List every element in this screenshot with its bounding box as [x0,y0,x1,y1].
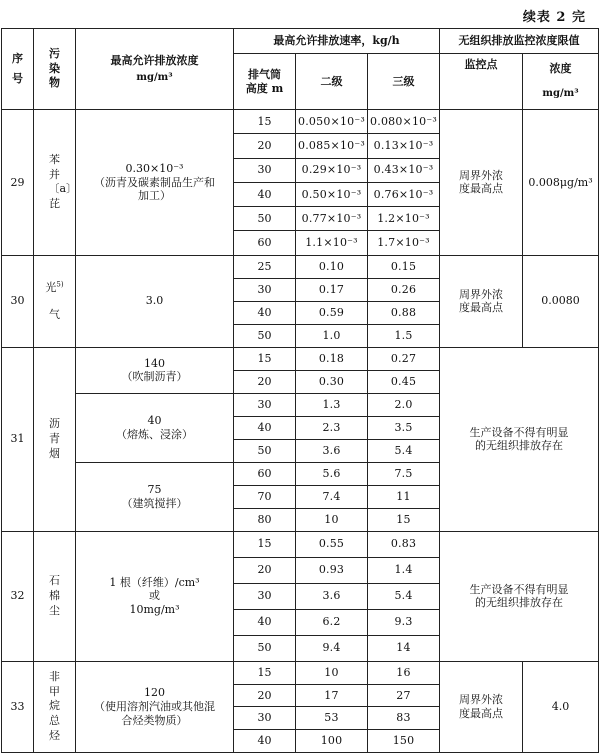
pollutant-name: 光 [45,280,57,294]
monitor-point-text: 周界外浓度最高点 [459,168,504,196]
header-fugitive-limit: 无组织排放监控浓度限值 [440,29,599,54]
pollutant-footnote: 5) [56,280,64,288]
level-3-rate-cell: 0.43×10⁻³ [368,158,440,182]
table-continuation-caption: 续表 2 完 [522,10,586,25]
stack-height-cell: 30 [234,278,296,301]
stack-height-cell: 15 [234,531,296,557]
stack-height-cell: 30 [234,583,296,609]
stack-height-cell: 50 [234,635,296,661]
row-max-concentration-a: 140 （吹制沥青） [76,347,234,393]
stack-height-cell: 60 [234,462,296,485]
stack-height-cell: 30 [234,158,296,182]
level-2-rate-cell: 17 [296,684,368,707]
level-2-rate-cell: 0.50×10⁻³ [296,182,368,206]
level-3-rate-cell: 15 [368,508,440,531]
level-3-rate-cell: 9.3 [368,609,440,635]
header-concentration [523,54,599,110]
stack-height-cell: 50 [234,324,296,347]
monitor-point-text: 周界外浓度最高点 [459,693,504,720]
level-3-rate-cell: 0.080×10⁻³ [368,110,440,134]
header-max-concentration-unit: mg/m³ [136,71,173,83]
monitor-point-cell [440,110,523,256]
level-3-rate-cell: 1.7×10⁻³ [368,231,440,255]
stack-height-cell: 20 [234,370,296,393]
level-2-rate-cell: 5.6 [296,462,368,485]
row-max-concentration-b: 40 （熔炼、浸涂） [76,393,234,462]
stack-height-cell: 20 [234,557,296,583]
table-row [2,531,599,557]
stack-height-cell: 70 [234,485,296,508]
stack-height-cell: 20 [234,134,296,158]
level-2-rate-cell: 0.30 [296,370,368,393]
row-seq: 31 [2,347,34,531]
level-3-rate-cell: 0.27 [368,347,440,370]
row-pollutant [34,110,76,256]
stack-height-cell: 40 [234,416,296,439]
pollutant-name: 沥青烟 [49,417,60,460]
level-3-rate-cell: 1.2×10⁻³ [368,207,440,231]
level-3-rate-cell: 7.5 [368,462,440,485]
stack-height-cell: 40 [234,182,296,206]
level-2-rate-cell: 3.6 [296,583,368,609]
level-3-rate-cell: 2.0 [368,393,440,416]
level-3-rate-cell: 0.45 [368,370,440,393]
header-monitor-point: 监控点 [440,54,523,110]
monitor-point-text: 周界外浓度最高点 [459,287,504,315]
level-3-rate-cell: 27 [368,684,440,707]
header-max-rate: 最高允许排放速率，kg/h [234,29,440,54]
pollutant-name: 石棉尘 [49,574,60,617]
stack-height-cell: 40 [234,301,296,324]
header-row-1 [2,29,599,54]
row-seq: 29 [2,110,34,256]
header-max-concentration [76,29,234,110]
header-level-3: 三级 [368,54,440,110]
level-2-rate-cell: 0.18 [296,347,368,370]
monitor-point-cell [440,661,523,752]
level-3-rate-cell: 14 [368,635,440,661]
table-row [2,110,599,134]
level-2-rate-cell: 3.6 [296,439,368,462]
level-2-rate-cell: 6.2 [296,609,368,635]
stack-height-cell: 40 [234,609,296,635]
level-3-rate-cell: 0.76×10⁻³ [368,182,440,206]
level-2-rate-cell: 7.4 [296,485,368,508]
level-3-rate-cell: 0.26 [368,278,440,301]
header-max-concentration-label: 最高允许排放浓度 [110,53,199,67]
table-row [2,661,599,684]
level-2-rate-cell: 0.77×10⁻³ [296,207,368,231]
header-concentration-unit: mg/m³ [542,88,579,100]
level-2-rate-cell: 0.93 [296,557,368,583]
level-2-rate-cell: 0.050×10⁻³ [296,110,368,134]
level-3-rate-cell: 5.4 [368,439,440,462]
header-stack-height: 排气筒高度 m [234,54,296,110]
table-row [2,347,599,370]
stack-height-cell: 30 [234,393,296,416]
pollutant-name: 非甲烷总烃 [49,669,60,743]
stack-height-cell: 15 [234,661,296,684]
level-2-rate-cell: 1.1×10⁻³ [296,231,368,255]
level-3-rate-cell: 11 [368,485,440,508]
level-3-rate-cell: 3.5 [368,416,440,439]
level-3-rate-cell: 1.4 [368,557,440,583]
row-max-concentration: 3.0 [76,255,234,347]
level-2-rate-cell: 0.59 [296,301,368,324]
level-3-rate-cell: 0.83 [368,531,440,557]
row-seq: 30 [2,255,34,347]
row-max-concentration: 120 （使用溶剂汽油或其他混合烃类物质） [76,661,234,752]
level-3-rate-cell: 5.4 [368,583,440,609]
header-concentration-label: 浓度 [549,62,572,76]
concentration-limit-cell: 0.008μg/m³ [523,110,599,256]
level-2-rate-cell: 1.0 [296,324,368,347]
row-max-concentration: 1 根（纤维）/cm³ 或 10mg/m³ [76,531,234,661]
level-3-rate-cell: 16 [368,661,440,684]
row-seq: 33 [2,661,34,752]
level-3-rate-cell: 0.88 [368,301,440,324]
row-max-concentration: 0.30×10⁻³ （沥青及碳素制品生产和加工） [76,110,234,256]
pollutant-name-rest: 气 [49,308,60,322]
emission-standard-table [1,28,599,753]
stack-height-cell: 50 [234,439,296,462]
level-2-rate-cell: 10 [296,661,368,684]
level-2-rate-cell: 0.55 [296,531,368,557]
stack-height-cell: 50 [234,207,296,231]
row-pollutant [34,347,76,531]
level-2-rate-cell: 0.29×10⁻³ [296,158,368,182]
level-3-rate-cell: 150 [368,730,440,753]
stack-height-cell: 40 [234,730,296,753]
level-2-rate-cell: 1.3 [296,393,368,416]
row-max-concentration-c: 75 （建筑搅拌） [76,462,234,531]
table-body [2,110,599,753]
stack-height-cell: 25 [234,255,296,278]
level-2-rate-cell: 100 [296,730,368,753]
pollutant-name: 苯并〔a〕芘 [48,152,78,211]
header-seq: 序号 [2,29,34,110]
level-2-rate-cell: 10 [296,508,368,531]
fugitive-note: 生产设备不得有明显的无组织排放存在 [440,531,599,661]
level-3-rate-cell: 1.5 [368,324,440,347]
stack-height-cell: 15 [234,347,296,370]
row-pollutant [34,531,76,661]
stack-height-cell: 15 [234,110,296,134]
monitor-point-cell [440,255,523,347]
level-2-rate-cell: 9.4 [296,635,368,661]
level-2-rate-cell: 0.17 [296,278,368,301]
level-2-rate-cell: 53 [296,707,368,730]
level-3-rate-cell: 0.13×10⁻³ [368,134,440,158]
stack-height-cell: 20 [234,684,296,707]
header-pollutant: 污染物 [34,29,76,110]
stack-height-cell: 60 [234,231,296,255]
fugitive-note: 生产设备不得有明显的无组织排放存在 [440,347,599,531]
level-3-rate-cell: 83 [368,707,440,730]
row-pollutant [34,661,76,752]
level-2-rate-cell: 0.085×10⁻³ [296,134,368,158]
table-row [2,255,599,278]
stack-height-cell: 30 [234,707,296,730]
level-2-rate-cell: 0.10 [296,255,368,278]
concentration-limit-cell: 0.0080 [523,255,599,347]
row-seq: 32 [2,531,34,661]
header-level-2: 二级 [296,54,368,110]
stack-height-cell: 80 [234,508,296,531]
concentration-limit-cell: 4.0 [523,661,599,752]
level-3-rate-cell: 0.15 [368,255,440,278]
level-2-rate-cell: 2.3 [296,416,368,439]
row-pollutant [34,255,76,347]
